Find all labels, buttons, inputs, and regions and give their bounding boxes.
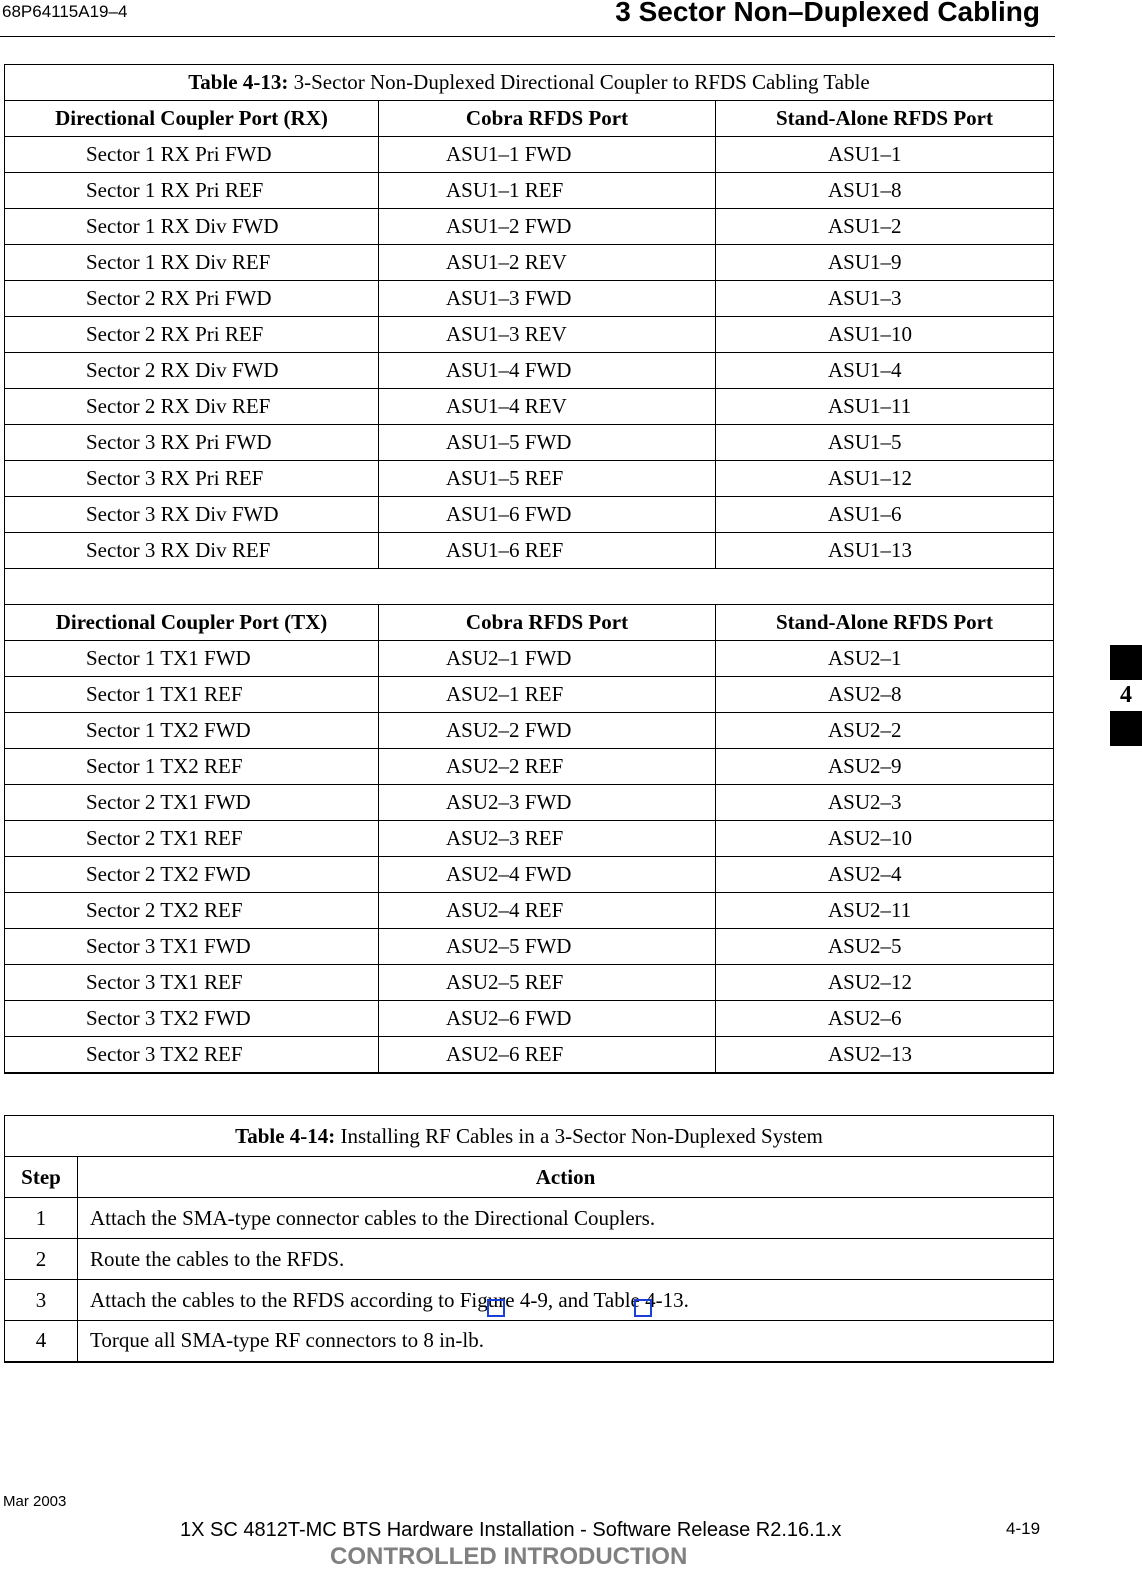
table-row — [5, 965, 1054, 1001]
table-cell: ASU1–2 — [716, 209, 1054, 245]
table-row — [5, 533, 1054, 569]
table-cell: ASU1–3 FWD — [379, 281, 716, 317]
table-cell: ASU1–13 — [716, 533, 1054, 569]
table-cell: ASU2–13 — [716, 1037, 1054, 1073]
step-action: Route the cables to the RFDS. — [78, 1239, 1054, 1280]
table-caption-label: Table 4-14: — [235, 1123, 336, 1148]
footer-status: CONTROLLED INTRODUCTION — [330, 1543, 688, 1570]
table-cell: ASU2–3 REF — [379, 821, 716, 857]
table-cell: ASU2–5 — [716, 929, 1054, 965]
cabling-table — [4, 64, 1054, 1074]
table-cell: Sector 2 RX Pri REF — [5, 317, 379, 353]
table-cell: Sector 3 RX Pri FWD — [5, 425, 379, 461]
step-number: 1 — [5, 1198, 78, 1239]
steps-header-row — [5, 1157, 1054, 1198]
column-header: Directional Coupler Port (TX) — [5, 605, 379, 641]
table-row — [5, 929, 1054, 965]
table-cell: ASU1–5 FWD — [379, 425, 716, 461]
table-cell: ASU2–2 — [716, 713, 1054, 749]
table-cell: ASU2–12 — [716, 965, 1054, 1001]
install-steps-table — [4, 1115, 1054, 1363]
table-cell: ASU1–4 REV — [379, 389, 716, 425]
table-caption — [5, 65, 1054, 101]
table-cell: Sector 3 TX1 FWD — [5, 929, 379, 965]
table-cell: ASU2–8 — [716, 677, 1054, 713]
table-cell: ASU2–10 — [716, 821, 1054, 857]
table-cell: ASU1–1 FWD — [379, 137, 716, 173]
table-cell: ASU2–1 FWD — [379, 641, 716, 677]
footer-doc-title: 1X SC 4812T-MC BTS Hardware Installation - Software Release R2.16.1.x — [180, 1519, 842, 1541]
table-cell: Sector 1 TX2 FWD — [5, 713, 379, 749]
table-cell: ASU2–2 REF — [379, 749, 716, 785]
table-cell: ASU2–4 FWD — [379, 857, 716, 893]
table-cell: Sector 2 TX2 REF — [5, 893, 379, 929]
column-header: Cobra RFDS Port — [379, 605, 716, 641]
table-cell: ASU2–6 — [716, 1001, 1054, 1037]
table-caption-row — [5, 65, 1054, 101]
step-action: Torque all SMA-type RF connectors to 8 in-lb. — [78, 1321, 1054, 1362]
table-cell: ASU2–5 REF — [379, 965, 716, 1001]
chapter-tab-block — [1110, 645, 1142, 680]
table-row — [5, 857, 1054, 893]
table-cell: ASU2–3 FWD — [379, 785, 716, 821]
tx-rows — [5, 641, 1054, 1073]
chapter-tab — [1110, 645, 1142, 746]
table-row — [5, 497, 1054, 533]
step-number: 4 — [5, 1321, 78, 1362]
chapter-tab-number: 4 — [1120, 682, 1132, 708]
step-number: 3 — [5, 1280, 78, 1321]
step-number: 2 — [5, 1239, 78, 1280]
column-header: Stand-Alone RFDS Port — [716, 101, 1054, 137]
table-row — [5, 317, 1054, 353]
table-row — [5, 353, 1054, 389]
table-cell: ASU1–8 — [716, 173, 1054, 209]
table-row — [5, 425, 1054, 461]
table-cell: Sector 1 TX1 REF — [5, 677, 379, 713]
table-cell: Sector 2 TX2 FWD — [5, 857, 379, 893]
table-row — [5, 1037, 1054, 1073]
table-cell: ASU2–3 — [716, 785, 1054, 821]
table-cell: ASU1–9 — [716, 245, 1054, 281]
column-header: Action — [78, 1157, 1054, 1198]
table-row — [5, 893, 1054, 929]
table-cell: Sector 2 TX1 FWD — [5, 785, 379, 821]
table-cell: ASU2–11 — [716, 893, 1054, 929]
column-header: Step — [5, 1157, 78, 1198]
annotation-box — [634, 1299, 652, 1317]
step-rows — [5, 1198, 1054, 1362]
step-action: Attach the cables to the RFDS according to Figure 4-9, and Table 4-13. — [78, 1280, 1054, 1321]
section-title: 3 Sector Non–Duplexed Cabling — [615, 0, 1040, 27]
table-row — [5, 281, 1054, 317]
column-header: Cobra RFDS Port — [379, 101, 716, 137]
table-cell: ASU2–4 REF — [379, 893, 716, 929]
table-cell: Sector 3 TX1 REF — [5, 965, 379, 1001]
table-row — [5, 461, 1054, 497]
table-row — [5, 245, 1054, 281]
step-action: Attach the SMA-type connector cables to the Directional Couplers. — [78, 1198, 1054, 1239]
table-cell: ASU2–2 FWD — [379, 713, 716, 749]
table-cell: Sector 3 RX Pri REF — [5, 461, 379, 497]
table-cell: Sector 1 RX Pri FWD — [5, 137, 379, 173]
column-header: Stand-Alone RFDS Port — [716, 605, 1054, 641]
table-caption — [5, 1116, 1054, 1157]
table-caption-row — [5, 1116, 1054, 1157]
table-cell: Sector 1 TX2 REF — [5, 749, 379, 785]
table-row — [5, 389, 1054, 425]
table-cell: ASU1–5 — [716, 425, 1054, 461]
table-cell: Sector 3 RX Div REF — [5, 533, 379, 569]
column-header: Directional Coupler Port (RX) — [5, 101, 379, 137]
table-cell: Sector 2 RX Pri FWD — [5, 281, 379, 317]
table-cell: Sector 2 RX Div FWD — [5, 353, 379, 389]
table-row — [5, 785, 1054, 821]
table-row — [5, 1198, 1054, 1239]
table-cell: ASU1–6 FWD — [379, 497, 716, 533]
table-row — [5, 209, 1054, 245]
table-cell: ASU1–10 — [716, 317, 1054, 353]
table-row — [5, 173, 1054, 209]
doc-number: 68P64115A19–4 — [2, 2, 128, 21]
table-row — [5, 1321, 1054, 1362]
table-cell: ASU1–6 — [716, 497, 1054, 533]
table-cell: Sector 1 RX Pri REF — [5, 173, 379, 209]
table-row — [5, 1280, 1054, 1321]
footer-date: Mar 2003 — [3, 1493, 67, 1510]
table-cell: Sector 3 RX Div FWD — [5, 497, 379, 533]
chapter-tab-block — [1110, 711, 1142, 746]
table-caption-label: Table 4-13: — [188, 70, 289, 94]
table-row — [5, 713, 1054, 749]
table-cell: Sector 1 TX1 FWD — [5, 641, 379, 677]
annotation-box — [487, 1299, 505, 1317]
table-caption-text: 3-Sector Non-Duplexed Directional Coupler to RFDS Cabling Table — [288, 70, 870, 94]
table-cell: ASU2–6 FWD — [379, 1001, 716, 1037]
table-cell: Sector 3 TX2 REF — [5, 1037, 379, 1073]
table-cell: ASU2–4 — [716, 857, 1054, 893]
table-cell: ASU1–1 REF — [379, 173, 716, 209]
table-cell: ASU2–6 REF — [379, 1037, 716, 1073]
table-row — [5, 641, 1054, 677]
table-cell: Sector 1 RX Div REF — [5, 245, 379, 281]
table-cell: ASU1–2 FWD — [379, 209, 716, 245]
table-row — [5, 677, 1054, 713]
table-row — [5, 1239, 1054, 1280]
table-cell: ASU1–1 — [716, 137, 1054, 173]
tx-header-row — [5, 605, 1054, 641]
table-row — [5, 1001, 1054, 1037]
table-cell: Sector 1 RX Div FWD — [5, 209, 379, 245]
table-cell: ASU1–3 REV — [379, 317, 716, 353]
table-cell: ASU2–1 REF — [379, 677, 716, 713]
table-row — [5, 749, 1054, 785]
rx-rows — [5, 137, 1054, 569]
table-cell: Sector 2 RX Div REF — [5, 389, 379, 425]
table-cell: ASU1–2 REV — [379, 245, 716, 281]
footer-page-number: 4-19 — [1006, 1519, 1041, 1538]
table-cell: ASU1–4 — [716, 353, 1054, 389]
table-cell: ASU1–11 — [716, 389, 1054, 425]
table-cell: ASU1–5 REF — [379, 461, 716, 497]
table-cell: ASU1–4 FWD — [379, 353, 716, 389]
table-cell: Sector 3 TX2 FWD — [5, 1001, 379, 1037]
table-cell: ASU1–6 REF — [379, 533, 716, 569]
table-cell: ASU1–12 — [716, 461, 1054, 497]
table-cell: Sector 2 TX1 REF — [5, 821, 379, 857]
table-row — [5, 821, 1054, 857]
rx-header-row — [5, 101, 1054, 137]
table-cell: ASU2–9 — [716, 749, 1054, 785]
table-spacer-row — [5, 569, 1054, 605]
table-cell: ASU2–5 FWD — [379, 929, 716, 965]
spacer-cell — [5, 569, 1054, 605]
table-cell: ASU2–1 — [716, 641, 1054, 677]
table-row — [5, 137, 1054, 173]
table-caption-text: Installing RF Cables in a 3-Sector Non-Duplexed System — [335, 1123, 823, 1148]
header-rule — [0, 36, 1055, 37]
table-cell: ASU1–3 — [716, 281, 1054, 317]
